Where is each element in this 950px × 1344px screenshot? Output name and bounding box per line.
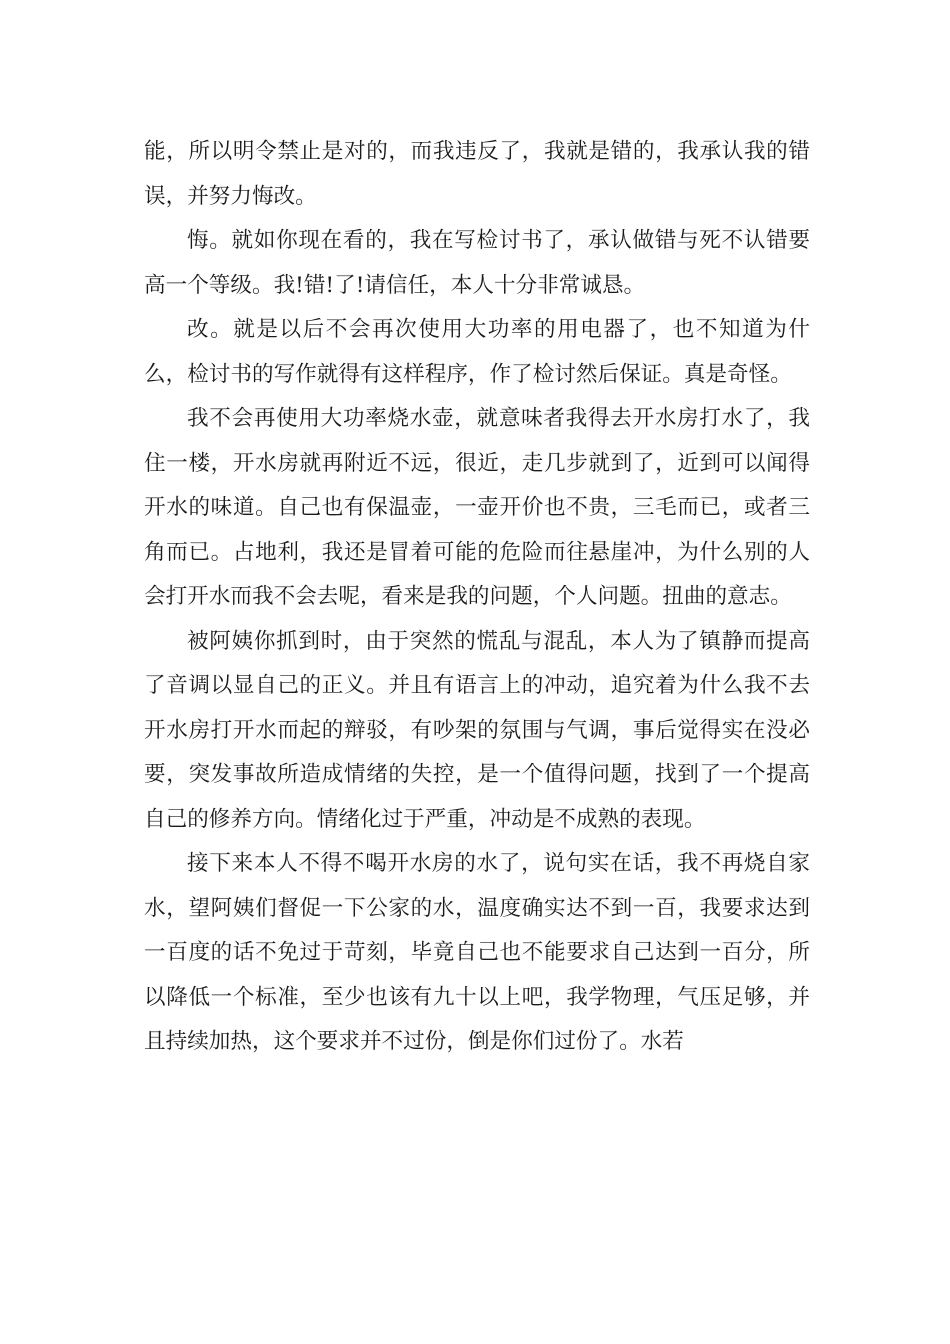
document-body (144, 130, 810, 1065)
paragraph-regret: 悔。就如你现在看的，我在写检讨书了，承认做错与死不认错要高一个等级。我!错!了!请信任，本人十分非常诚恳。 (144, 228, 810, 298)
paragraph-water-room: 我不会再使用大功率烧水壶，就意味者我得去开水房打水了，我住一楼，开水房就再附近不远，很近，走几步就到了，近到可以闻得开水的味道。自己也有保温壶，一壶开价也不贵，三毛而已，或者三角而已。占地利，我还是冒着可能的危险而往悬崖冲，为什么别的人会打开水而我不会去呢，看来是我的问题，个人问题。扭曲的意志。 (144, 406, 810, 609)
paragraph-next-steps: 接下来本人不得不喝开水房的水了，说句实在话，我不再烧自家水，望阿姨们督促一下公家的水，温度确实达不到一百，我要求达到一百度的话不免过于苛刻，毕竟自己也不能要求自己达到一百分，所以降低一个标准，至少也该有九十以上吧，我学物理，气压足够，并且持续加热，这个要求并不过份，倒是你们过份了。水若 (144, 851, 810, 1054)
paragraph-continuation: 能，所以明令禁止是对的，而我违反了，我就是错的，我承认我的错误，并努力悔改。 (144, 139, 810, 209)
paragraph-correction: 改。就是以后不会再次使用大功率的用电器了，也不知道为什么，检讨书的写作就得有这样程序，作了检讨然后保证。真是奇怪。 (144, 317, 810, 387)
paragraph-caught: 被阿姨你抓到时，由于突然的慌乱与混乱，本人为了镇静而提高了音调以显自己的正义。并且有语言上的冲动，追究着为什么我不去开水房打开水而起的辩驳，有吵架的氛围与气调，事后觉得实在没必要，突发事故所造成情绪的失控，是一个值得问题，找到了一个提高自己的修养方向。情绪化过于严重，冲动是不成熟的表现。 (144, 628, 810, 832)
